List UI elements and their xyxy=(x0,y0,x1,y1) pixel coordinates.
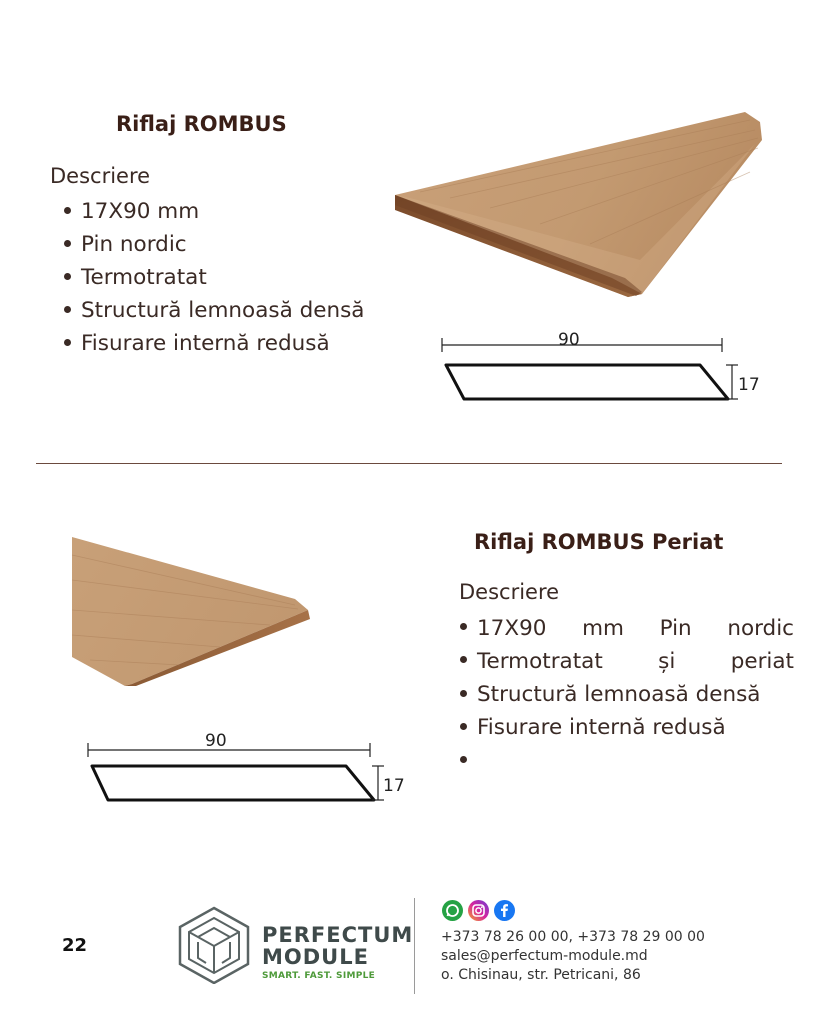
bullet-icon xyxy=(460,723,467,730)
feature-item: 17X90 mm Pin nordic xyxy=(460,612,794,645)
perfectum-logo-icon xyxy=(178,906,250,984)
section-divider xyxy=(36,463,782,464)
feature-item: Fisurare internă redusă xyxy=(64,327,364,360)
bullet-icon xyxy=(460,690,467,697)
brand-name: PERFECTUM MODULE xyxy=(262,923,414,969)
product2-board-image xyxy=(70,535,315,687)
bullet-icon xyxy=(64,306,71,313)
bullet-icon xyxy=(64,273,71,280)
product2-height-label: 17 xyxy=(383,776,405,796)
whatsapp-icon[interactable] xyxy=(442,900,463,921)
feature-item: 17X90 mm xyxy=(64,195,364,228)
product2-features xyxy=(460,612,794,777)
product2-desc-heading: Descriere xyxy=(459,580,560,604)
page-number: 22 xyxy=(62,935,88,956)
bullet-icon xyxy=(460,656,467,663)
feature-item-empty xyxy=(460,744,794,777)
product1-board-image xyxy=(390,110,765,300)
product2-width-label: 90 xyxy=(205,731,227,751)
product1-desc-heading: Descriere xyxy=(50,164,151,188)
facebook-icon[interactable] xyxy=(494,900,515,921)
feature-item: Termotratat și periat xyxy=(460,645,794,678)
bullet-icon xyxy=(460,756,467,763)
social-links xyxy=(442,900,515,921)
product1-width-label: 90 xyxy=(558,330,580,350)
product1-profile-drawing xyxy=(438,325,768,410)
brand-tagline: SMART. FAST. SIMPLE xyxy=(262,971,376,981)
bullet-icon xyxy=(64,207,71,214)
contact-email[interactable]: sales@perfectum-module.md xyxy=(441,948,648,964)
product2-profile-drawing xyxy=(84,738,394,813)
bullet-icon xyxy=(64,240,71,247)
contact-phones[interactable]: +373 78 26 00 00, +373 78 29 00 00 xyxy=(441,929,705,945)
footer-divider xyxy=(414,898,415,994)
feature-item: Structură lemnoasă densă xyxy=(460,678,794,711)
contact-address: o. Chisinau, str. Petricani, 86 xyxy=(441,967,641,983)
feature-item: Termotratat xyxy=(64,261,364,294)
product1-features xyxy=(64,195,364,360)
feature-item: Structură lemnoasă densă xyxy=(64,294,364,327)
bullet-icon xyxy=(64,339,71,346)
instagram-icon[interactable] xyxy=(468,900,489,921)
product1-height-label: 17 xyxy=(738,375,760,395)
product1-title: Riflaj ROMBUS xyxy=(116,112,287,136)
product2-title: Riflaj ROMBUS Periat xyxy=(474,530,724,554)
feature-item: Pin nordic xyxy=(64,228,364,261)
feature-item: Fisurare internă redusă xyxy=(460,711,794,744)
bullet-icon xyxy=(460,623,467,630)
